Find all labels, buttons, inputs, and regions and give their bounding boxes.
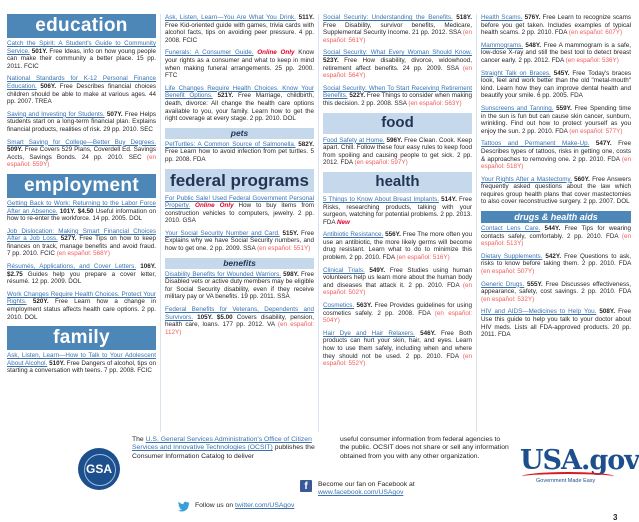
entry-title-link[interactable]: Work Changes Require Health Choices. Protect Your Rights. [7,290,156,306]
twitter-follow: Follow us on twitter.com/USAgov [195,502,295,509]
entry-product-number: 547Y. [595,140,612,148]
entry-product-number: 555Y. [527,280,543,288]
entry-spanish-version: (en español: 597Y) [354,159,408,167]
catalog-entry [323,267,472,297]
entry-description: Free Spending time in the sun is fun but can cause skin cancer, sunburn, wrinkling. Find out how to protect yourself as you enjoy the sun. 2 pp. 2010. FDA [481,104,632,135]
catalog-entry [323,231,472,261]
entry-title-link[interactable]: HIV and AIDS—Medicines to Help You. [481,308,597,316]
entry-title-link[interactable]: Saving and Investing for Students. [7,110,105,118]
entry-spanish-version: (en español: 559Y) [7,153,156,169]
catalog-entry [323,85,472,108]
catalog-entry [323,14,472,44]
entry-product-number: 520Y. [32,298,49,306]
entry-spanish-version: (en español: 507Y) [481,268,535,276]
footer [0,432,639,522]
entry-description: Guides help you prepare a cover letter, résumé. 12 pp. 2009. DOL [7,270,156,286]
entry-spanish-version: (en español: 502Y) [323,281,472,297]
catalog-entry [323,330,472,368]
entry-product-number: 511Y. [298,14,314,21]
category-header-food: food [323,113,472,134]
category-header-education: education [7,14,156,38]
entry-description: Free Marriage, childbirth, death, divorce: All change the health care options available to you, your family. Learn how to get the right coverage at every stage. 2 pp. 2010. DOL [165,92,314,123]
entry-product-number: 501Y. [31,47,48,55]
entry-title-link[interactable]: Health Scams. [481,14,523,21]
catalog-entry [7,40,156,70]
entry-description: Free Describes types of tattoos, risks in getting one, costs & approaches to removing one. 2 pp. 2010. FDA [481,140,632,163]
privacy-statement: useful consumer information from federal agencies to the public. OCSIT does not share or sell any information obtained from you with any other organization. [340,436,509,460]
entry-description: Free Explains why we have Social Security numbers, and how to get one. 2 pp. 2009. SSA [165,229,314,253]
gsa-statement: The U.S. General Services Administration's Office of Citizen Services and Innovative Technologies (OCSIT) publishes the Consumer Information Catalog to deliver [132,436,315,460]
catalog-entry [481,225,631,248]
entry-description: Free The more often you use an antibiotic, the more likely germs will become drug resistant. Learn what to do to minimize this problem. 2 pp. 2010. FDA [323,231,473,262]
entry-title-link[interactable]: Social Security: When To Start Receiving Retirement Benefits. [323,84,472,100]
entry-description: Free A mammogram is a safe, low-dose X-ray and still the best tool to detect breast cancer early. 2 pp. 2012. FDA [481,41,632,64]
category-header-health: health [323,172,472,193]
entry-description: Free Questions to ask, risks to know before taking them. 2 pp. 2010. FDA [481,252,632,268]
entry-description: Free Risks, researching products, talking with your surgeon, watching for potential problems. 2 pp. 2013. FDA [323,195,472,226]
entry-product-number: 106Y. $2.75 [7,263,156,278]
catalog-entry [7,139,156,169]
entry-description: Free Covers 529 Plans, Coverdell Ed. Savings Accts, Savings Bonds. 24 pp. 2010. SEC [7,146,156,161]
catalog-entry [7,228,156,258]
entry-spanish-version: (en español: 536Y) [565,56,619,64]
entry-product-number: 598Y. [283,270,299,278]
catalog-entry [481,176,631,206]
entry-description: Free Dangers of alcohol, tips on starting a conversation with teens. 7 pp. 2008. FCIC [7,359,157,375]
catalog-entry [165,195,314,225]
entry-title-link[interactable]: PetTurtles: A Common Source of Salmonella. [165,140,296,148]
entry-description: Free Describes financial choices children should be able to make at various ages. 44 pp. 2007. TREA [7,82,157,106]
category-header-employment: employment [7,174,156,198]
entry-title-link[interactable]: Your Rights After a Mastectomy. [481,175,572,183]
entry-title-link[interactable]: Life Changes Require Health Choices. Know Your Benefit Options. [165,84,314,100]
entry-title-link[interactable]: Résumés, Applications, and Cover Letters. [7,263,136,271]
column-4 [477,14,635,432]
entry-spanish-version: (en español: 551Y) [257,245,311,253]
entry-title-link[interactable]: Social Security: Understanding the Benefits. [323,14,453,21]
entry-spanish-version: (en español: 577Y) [569,127,623,135]
twitter-link[interactable]: twitter.com/USAgov [235,502,295,509]
entry-spanish-version: (en español: 568Y) [56,250,110,258]
entry-product-number: 549Y. [369,266,386,274]
entry-title-link[interactable]: Ask, Listen, Learn—How to Talk to Your Adolescent About Alcohol. [7,352,156,367]
entry-product-number: 518Y. [456,14,473,21]
entry-product-number: 546Y. [420,329,436,337]
entry-description: Free Kid-oriented guide with games, trivia cards with alcohol facts, tips on avoiding peer pressure. 4 pp. 2008. FCIC [165,21,314,44]
entry-description: Free Learn how to avoid infection from pet turtles. 5 pp. 2008. FDA [165,148,314,163]
entry-description: Free Disability, survivor benefits, Medicare, Supplemental Security Income. 21 pp. 2012. SSA [323,21,472,37]
subheader-drugs-health-aids: drugs & health aids [481,211,631,223]
entry-product-number: 101Y. $4.50 [59,207,94,215]
catalog-entry [165,85,314,123]
entry-product-number: 515Y. [282,229,299,237]
catalog-entry [481,42,631,65]
entry-description: Free Helps students start on a long-term financial plan. Explains financial products, realities of risk. 29 pp. 2010. SEC [7,110,157,133]
entry-product-number: 508Y. [599,308,616,316]
entry-description: Know your rights as a consumer and what to keep in mind when making funeral arrangements. 25 pp. 2000. FTC [165,49,315,80]
entry-spanish-version: (en español: 563Y) [408,99,462,107]
entry-description: Free Clean. Cook. Keep apart. Chill. Follow these four easy rules to keep food from spoiling and causing people to get sick. 2 pp. 2012. FDA [323,136,473,167]
entry-spanish-version: (en español: 518Y) [481,155,631,171]
entry-description: Free Learn how a change in employment status affects health care options. 2 pp. 2010. DOL [7,298,156,321]
column-3 [319,14,477,432]
twitter-bird-icon [178,501,190,511]
entry-product-number: 522Y. [349,92,366,100]
catalog-entry [165,306,314,336]
entry-description: Free Tips for wearing contacts safely, comfortably. 2 pp. 2010. FDA [481,225,632,240]
entry-product-number: 510Y. [49,359,65,367]
entry-spanish-version: (en español: 532Y) [481,295,535,303]
entry-flag: New [337,218,350,226]
entry-description: Free How disability, divorce, widowhood, retirement affect benefits. 24 pp. 2009. SSA [323,56,472,72]
entry-title-link[interactable]: Tattoos and Permanent Make-Up. [481,140,590,148]
entry-description: Free Both products can hurt your skin, hair, and eyes. Learn how to use them safely, including when and where they should not be used. 2 pp. 2010. FDA [323,329,473,360]
entry-product-number: 544Y. [544,225,561,233]
entry-title-link[interactable]: Hair Dye and Hair Relaxers. [323,329,415,337]
subheader-benefits: benefits [165,258,314,269]
entry-description: Covers disability, pension, health care, loans. 177 pp. 2012. VA [165,313,315,329]
entry-title-link[interactable]: Sunscreens and Tanning. [481,104,554,112]
catalog-entry [323,137,472,167]
catalog-entry [7,352,156,375]
entry-description: Free Use this guide to help you talk to your doctor about HIV meds. Lists all FDA-approved products. 20 pp. 2011. FDA [481,308,632,339]
entry-title-link[interactable]: Generic Drugs. [481,280,525,288]
entry-product-number: 545Y. [553,69,570,77]
column-1 [3,14,161,432]
entry-product-number: 521Y. [217,92,234,100]
entry-product-number: 105Y. $5.00 [197,313,233,321]
catalog-entry [481,14,631,37]
catalog-entry [7,291,156,321]
entry-title-link[interactable]: Federal Benefits for Veterans, Dependents and Survivors. [165,306,314,321]
entry-spanish-version: (en español: 516Y) [396,254,450,262]
catalog-columns [3,14,635,432]
entry-title-link[interactable]: National Standards for K-12 Personal Finance Education. [7,75,156,90]
entry-flag: Online Only [257,49,295,57]
catalog-entry [7,75,156,105]
catalog-entry [165,271,314,301]
entry-product-number: 507Y. [106,110,123,118]
entry-description: Free Tips on how to keep finances on track, manage benefits and avoid fraud. 7 pp. 2010. FCIC [7,235,157,258]
entry-product-number: 582Y. [298,140,315,148]
entry-title-link[interactable]: 5 Things to Know About Breast Implants. [323,195,439,203]
catalog-entry [481,253,631,276]
subheader-pets: pets [165,128,314,139]
column-2 [161,14,319,432]
catalog-entry [165,14,314,44]
catalog-entry [7,111,156,134]
entry-spanish-version: (en español: 504Y) [323,309,473,325]
catalog-entry [323,49,472,79]
category-header-family: family [7,326,156,350]
entry-spanish-version: (en español: 112Y) [165,321,315,336]
entry-product-number: 576Y. [524,14,541,21]
facebook-icon: f [300,480,312,492]
entry-product-number: 548Y. [525,41,542,49]
entry-title-link[interactable]: Disability Benefits for Wounded Warriors. [165,270,281,278]
entry-product-number: 514Y. [441,195,457,203]
page-number: 3 [613,513,618,522]
category-header-federal-programs: federal programs [165,169,314,192]
entry-product-number: 559Y. [556,104,572,112]
entry-product-number: 563Y. [356,302,373,310]
entry-title-link[interactable]: Social Security: What Every Woman Should Know. [323,49,472,57]
catalog-entry [7,263,156,286]
entry-description: Useful information on how to re-enter the workforce. 14 pp. 2005. DOL [7,207,157,223]
entry-title-link[interactable]: Antibiotic Resistance. [323,231,384,239]
facebook-fan: Become our fan on Facebook at www.facebook.com/USAgov [318,481,478,498]
entry-title-link[interactable]: Smart Saving for College—Better Buy Degrees. [7,138,156,146]
entry-description: Free Today's braces look, feel and work better than the old "metal-mouth" kind. Learn how they can improve dental health and beautify your smile. 6 pp. 2005. FDA [481,69,632,100]
entry-flag: Online Only [195,202,234,210]
catalog-entry [323,196,472,226]
entry-title-link[interactable]: For Public Sale! Used Federal Government Personal Property. [165,194,314,210]
gsa-logo: GSA [78,448,120,490]
entry-title-link[interactable]: Dietary Supplements. [481,252,543,260]
entry-description: Free Disabled vets or active duty members may be eligible for Social Security disability, even if they receive military pay or VA benefits. 19 pp. 2011. SSA [165,270,314,301]
entry-title-link[interactable]: Job Dislocation: Making Smart Financial Choices After a Job Loss. [7,227,156,243]
entry-description: Free Ideas, info on how young people can make their community a better place. 15 pp. 2011. FCIC [7,47,157,70]
catalog-entry [481,281,631,304]
entry-title-link[interactable]: Getting Back to Work: Returning to the Labor Force After an Absence. [7,199,156,215]
entry-title-link[interactable]: Your Social Security Number and Card. [165,229,280,237]
entry-product-number: 506Y. [40,82,57,90]
entry-title-link[interactable]: Food Safety at Home. [323,136,385,144]
entry-product-number: 527Y. [60,235,77,243]
entry-description: How to buy items from construction vehicles to computers, jewelry. 2 pp. 2010. GSA [165,202,314,225]
gsa-office-link[interactable]: U.S. General Services Administration's Office of Citizen Services and Innovative Technologies (OCSIT) [132,436,312,452]
entry-product-number: 560Y. [574,175,590,183]
entry-title-link[interactable]: Catch the Spirit: A Student's Guide to Community Service. [7,40,156,55]
entry-product-number: 509Y. [7,146,23,154]
entry-title-link[interactable]: Funerals: A Consumer Guide. [165,49,254,57]
entry-description: Free Discusses effectiveness, appearance, safety, cost savings. 2 pp. 2010. FDA [481,280,631,296]
catalog-entry [165,49,314,79]
entry-description: Free Studies using human volunteers help us learn more about the human body and diseases that attack it. 2 pp. 2010. FDA [323,266,473,289]
entry-spanish-version: (en español: 561Y) [323,29,472,44]
entry-spanish-version: (en español: 564Y) [323,64,473,80]
entry-description: Free Answers frequently asked questions about the law which requires group health plans that cover mastectomies to also cover reconstructive surgery. 2 pp. 2007. DOL [481,175,632,206]
entry-description: Free Provides guidelines for using cosmetics safely. 2 pp. 2008. FDA [323,302,472,317]
catalog-entry [481,105,631,135]
catalog-entry [165,141,314,164]
facebook-link[interactable]: www.facebook.com/USAgov [318,489,404,497]
entry-title-link[interactable]: Mammograms. [481,41,523,49]
entry-description: Free Things to consider when making this decision. 2 pp. 2008. SSA [323,92,472,107]
entry-product-number: 542Y. [545,252,562,260]
entry-description: Free Learn to recognize scams before you get taken. Includes examples of typical health scams. 2 pp. 2010. FDA [481,14,632,37]
entry-title-link[interactable]: Contact Lens Care. [481,225,541,233]
catalog-entry [481,140,631,170]
entry-product-number: 556Y. [385,231,401,239]
entry-spanish-version: (en español: 513Y) [481,232,632,248]
entry-title-link[interactable]: Straight Talk on Braces. [481,69,551,77]
entry-product-number: 596Y. [386,136,403,144]
entry-spanish-version: (en español: 552Y) [323,352,473,368]
catalog-entry [165,230,314,253]
entry-title-link[interactable]: Cosmetics. [323,302,355,310]
catalog-entry [481,70,631,100]
entry-product-number: 523Y. [323,56,339,64]
catalog-entry [7,200,156,223]
entry-title-link[interactable]: Clinical Trials. [323,266,365,274]
entry-title-link[interactable]: Ask, Listen, Learn—You Are What You Drink. [165,14,296,21]
usagov-logo: USA.gov Government Made Easy [520,445,639,484]
entry-spanish-version: (en español: 607Y) [568,29,623,37]
catalog-entry [481,308,631,338]
catalog-entry [323,302,472,325]
